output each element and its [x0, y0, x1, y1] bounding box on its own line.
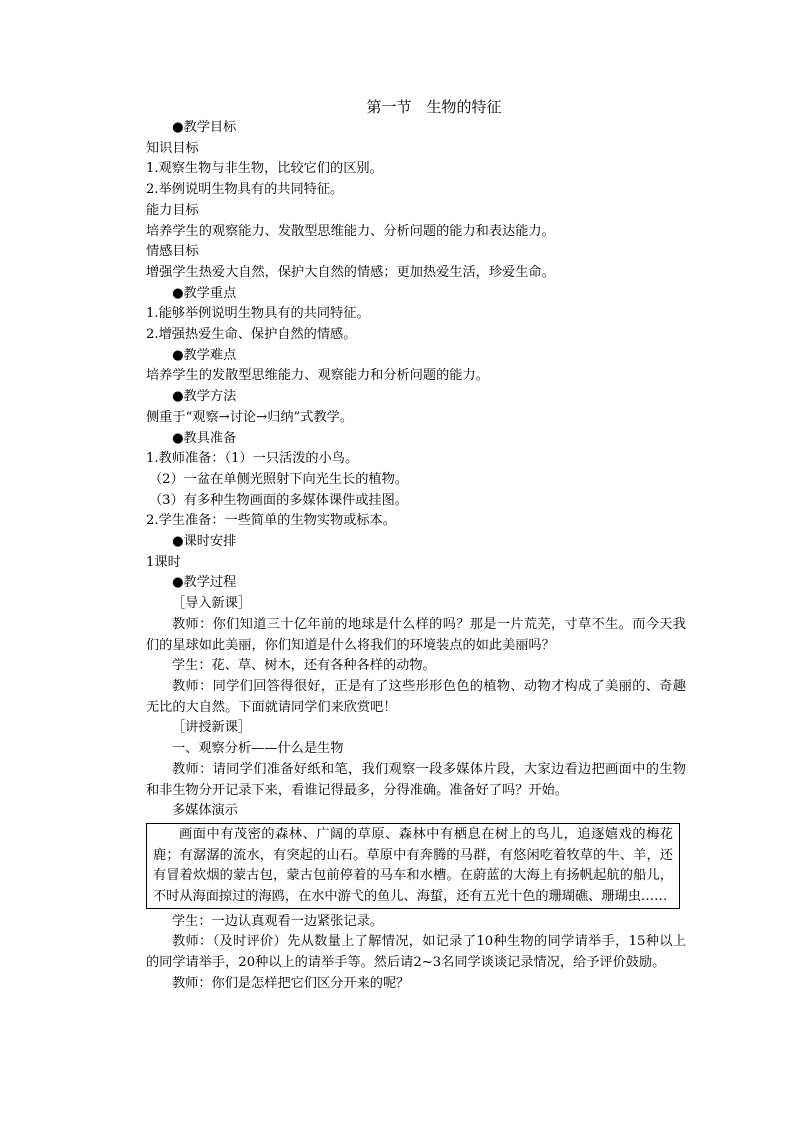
- text-line: 培养学生的观察能力、发散型思维能力、分析问题的能力和表达能力。: [146, 223, 555, 239]
- list-item: 1.能够举例说明生物具有的共同特征。: [146, 306, 370, 322]
- dialogue-paragraph: 教师：你们知道三十亿年前的地球是什么样的吗？那是一片荒芜，寸草不生。而今天我们的星球如此美丽，你们知道是什么将我们的环境装点的如此美丽吗？: [146, 616, 686, 653]
- heading-materials: ●教具准备: [172, 430, 237, 446]
- section-heading: 一、观察分析——什么是生物: [172, 741, 344, 757]
- list-item: 2.增强热爱生命、保护自然的情感。: [146, 327, 357, 343]
- dialogue-paragraph: 教师：同学们回答得很好，正是有了这些形形色色的植物、动物才构成了美丽的、奇趣无比的大自然。下面就请同学们来欣赏吧！: [146, 678, 686, 715]
- list-item: 2.举例说明生物具有的共同特征。: [146, 182, 344, 198]
- list-item: （3）有多种生物画面的多媒体课件或挂图。: [149, 492, 408, 508]
- heading-difficulties: ●教学难点: [172, 347, 237, 363]
- list-item: 2.学生准备：一些简单的生物实物或标本。: [146, 513, 396, 529]
- dialogue-paragraph: 教师：（及时评价）先从数量上了解情况，如记录了10种生物的同学请举手，15种以上的同学请举手，20种以上的请举手等。然后请2~3名同学谈谈记录情况，给予评价鼓励。: [146, 934, 686, 971]
- subheading-new-lesson: ［讲授新课］: [172, 720, 252, 736]
- heading-methods: ●教学方法: [172, 389, 237, 405]
- subheading-knowledge: 知识目标: [146, 140, 199, 156]
- dialogue-section: [146, 615, 686, 995]
- dialogue-paragraph: 学生：一边认真观看一边紧张记录。: [172, 913, 383, 929]
- dialogue-paragraph: 教师：请同学们准备好纸和笔，我们观察一段多媒体片段，大家边看边把画面中的生物和非生物分开记录下来，看谁记得最多，分得准确。准备好了吗？开始。: [146, 761, 686, 798]
- list-item: 1.教师准备：（1）一只活泼的小鸟。: [146, 451, 359, 467]
- text-line: 侧重于“观察→讨论→归纳”式教学。: [146, 409, 354, 425]
- subheading-ability: 能力目标: [146, 202, 199, 218]
- list-item: （2）一盆在单侧光照射下向光生长的植物。: [149, 471, 408, 487]
- heading-key-points: ●教学重点: [172, 285, 237, 301]
- media-label: 多媒体演示: [172, 803, 238, 819]
- list-item: 1.观察生物与非生物，比较它们的区别。: [146, 161, 383, 177]
- subheading-intro: ［导入新课］: [172, 596, 252, 612]
- media-box: 画面中有茂密的森林、广阔的草原、森林中有栖息在树上的鸟儿，追逐嬉戏的梅花鹿；有潺潺的流水，有突起的山石。草原中有奔腾的马群，有悠闲吃着牧草的牛、羊，还有冒着炊烟的蒙古包，蒙古包前停着的马车和水槽。在蔚蓝的大海上有扬帆起航的船儿，不时从海面掠过的海鸥，在水中游弋的鱼儿、海蜇，还有五光十色的珊瑚礁、珊瑚虫……: [146, 823, 680, 909]
- dialogue-paragraph: 学生：花、草、树木，还有各种各样的动物。: [172, 658, 436, 674]
- subheading-emotion: 情感目标: [146, 244, 199, 260]
- heading-teaching-goals: ●教学目标: [172, 120, 237, 135]
- text-line: 培养学生的发散型思维能力、观察能力和分析问题的能力。: [146, 368, 489, 384]
- heading-schedule: ●课时安排: [172, 534, 237, 550]
- page-title: 第一节 生物的特征: [366, 98, 502, 116]
- outline-section: [146, 118, 686, 615]
- dialogue-paragraph: 教师：你们是怎样把它们区分开来的呢？: [172, 975, 410, 991]
- document-page: [146, 96, 686, 995]
- heading-process: ●教学过程: [172, 575, 237, 591]
- text-line: 1课时: [146, 554, 181, 570]
- text-line: 增强学生热爱大自然，保护大自然的情感；更加热爱生活，珍爱生命。: [146, 264, 555, 280]
